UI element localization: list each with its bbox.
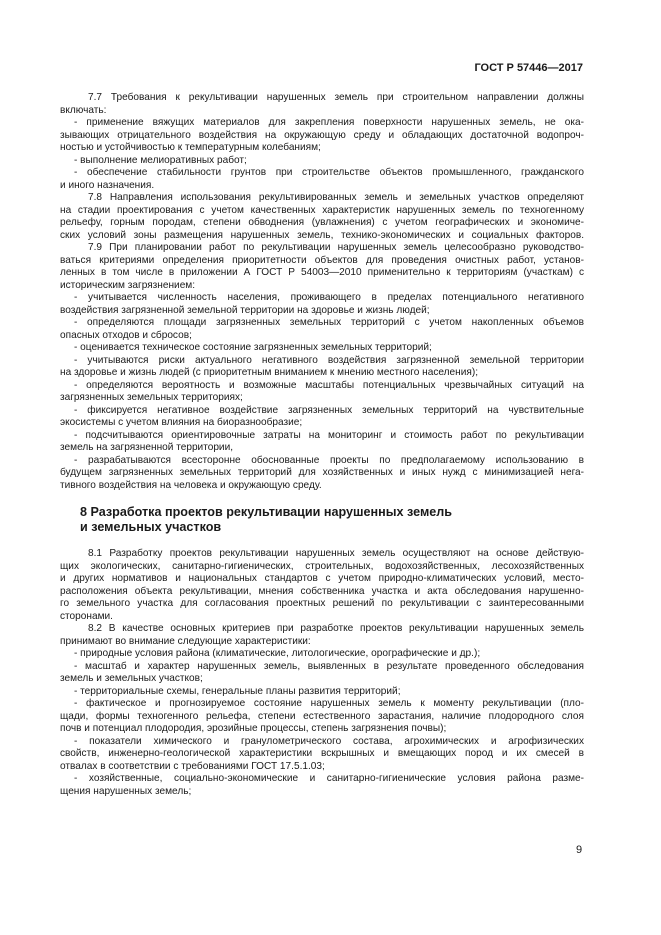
section-7-text <box>60 92 584 492</box>
text-line: - применение вяжущих материалов для закрепления поверхности нарушенных земель, не ока- <box>74 117 584 128</box>
text-line: рельефу, горным породам, степени обводнения (увлажнения) с учетом географических и экономиче- <box>60 217 584 228</box>
text-line: - определяются площади загрязненных земельных территорий с учетом накопленных объемов <box>74 317 584 328</box>
text-line: тивного воздействия на человека и окружающую среду. <box>60 479 322 491</box>
text-line: 7.8 Направления использования рекультивированных земель и земельных участков определяют <box>88 192 584 203</box>
text-line: опасных отходов и сбросов; <box>60 329 192 341</box>
text-line: земель на загрязненной территории, <box>60 442 234 453</box>
text-line: - масштаб и характер нарушенных земель, выявленных в результате проведенного обследования <box>74 660 584 672</box>
text-line: - определяются вероятность и возможные масштабы потенциальных чрезвычайных ситуаций на <box>74 379 584 391</box>
section-8-text <box>60 548 584 798</box>
text-line: - обеспечение стабильности грунтов при строительстве объектов промышленного, гражданского <box>74 167 584 178</box>
text-line: земель и земельных участков; <box>60 673 203 684</box>
text-line: - выполнение мелиоративных работ; <box>74 154 247 166</box>
text-line: экосистемы с учетом влияния на биоразнообразие; <box>60 417 303 428</box>
text-line: ваться критериями определения приоритетности объектов для проведения очистных работ, установ- <box>60 254 584 266</box>
section-8-heading <box>60 505 584 535</box>
text-line: - фактическое и прогнозируемое состояние нарушенных земель к моменту рекультивации (пло- <box>74 698 584 709</box>
text-line: - природные условия района (климатические, литологические, орографические и др.); <box>74 648 481 659</box>
text-line: - учитываются риски актуального негативного воздействия загрязненной земельной территории <box>74 354 584 366</box>
text-line: ских условий зоны размещения нарушенных земель, технико-экономических и социальных факторов. <box>60 229 584 241</box>
heading-line-1: 8 Разработка проектов рекультивации нарушенных земель <box>80 505 453 519</box>
text-line: воздействия загрязненной земельной территории на здоровье и жизнь людей; <box>60 304 430 316</box>
text-line: будущем загрязненных земельных территорий для хозяйственных и иных нужд с минимизацией нега- <box>60 467 584 478</box>
text-line: расположения объекта рекультивации, мнения собственника участка и акта обследования нарушенно- <box>60 585 584 597</box>
text-line: свойств, инженерно-геологической характеристики вскрышных и вмещающих пород и их смесей в <box>60 748 584 759</box>
text-line: почв и потенциал плодородия, эрозийные процессы, степень загрязнения почвы); <box>60 723 447 734</box>
text-line: 8.2 В качестве основных критериев при разработке проектов рекультивации нарушенных земель <box>88 623 584 634</box>
text-line: загрязненных земельных территориях; <box>60 392 243 403</box>
text-line: щих экологических, санитарно-гигиенических, строительных, водохозяйственных, лесохозяйственных <box>60 560 584 572</box>
text-line: - фиксируется негативное воздействие загрязненных земельных территорий на чувствительные <box>74 404 584 416</box>
text-line: ностью и устойчивостью к температурным колебаниям; <box>60 142 321 153</box>
text-line: на стадии проектирования с учетом качественных характеристик нарушенных земель по техногенному <box>60 204 584 216</box>
text-line: 7.7 Требования к рекультивации нарушенных земель при строительном направлении должны <box>88 92 584 103</box>
document-body <box>60 92 584 798</box>
text-line: - учитывается численность населения, проживающего в пределах потенциального негативного <box>74 292 584 303</box>
text-line: - разрабатываются всесторонне обоснованные проекты по предполагаемому использованию в <box>74 454 584 466</box>
text-line: и других нормативов и национальных стандартов с учетом природно-климатических условий, место- <box>60 573 584 584</box>
text-line: 8.1 Разработку проектов рекультивации нарушенных земель осуществляют на основе действую- <box>88 548 584 559</box>
text-line: 7.9 При планировании работ по рекультивации нарушенных земель целесообразно руководство- <box>88 242 584 253</box>
text-line: щади, формы техногенного рельефа, степени естественного зарастания, наличие плодородного слоя <box>60 710 584 722</box>
document-header: ГОСТ Р 57446—2017 <box>474 62 583 74</box>
text-line: и иного назначения. <box>60 179 155 191</box>
text-line: включать: <box>60 104 107 116</box>
text-line: зывающих отрицательного воздействия на окружающую среду и обладающих достаточной водопроч- <box>60 129 584 141</box>
text-line: отвалах в соответствии с требованиями ГОСТ 17.5.1.03; <box>60 760 325 772</box>
text-line: - территориальные схемы, генеральные планы развития территорий; <box>74 685 401 697</box>
page-number: 9 <box>576 844 583 856</box>
text-line: - подсчитываются ориентировочные затраты на мониторинг и стоимость работ по рекультивации <box>74 429 584 441</box>
text-line: сторонами. <box>60 610 113 622</box>
text-line: принимают во внимание следующие характеристики: <box>60 635 311 647</box>
heading-line-2: и земельных участков <box>80 520 222 534</box>
text-line: го земельного участка для согласования проектных решений по рекультивации с заинтересованными <box>60 598 584 609</box>
text-line: - хозяйственные, социально-экономические и санитарно-гигиенические условия района разме- <box>74 773 584 784</box>
text-line: щения нарушенных земель; <box>60 785 192 797</box>
text-line: историческим загрязнением: <box>60 279 196 291</box>
text-line: - оценивается техническое состояние загрязненных земельных территорий; <box>74 342 432 353</box>
text-line: на здоровье и жизнь людей (с приоритетным вниманием к мнению местного населения); <box>60 367 479 378</box>
text-line: ленных в том числе в приложении А ГОСТ Р 54003—2010 применительно к территориям (участкам) с <box>60 267 584 278</box>
text-line: - показатели химического и гранулометрического состава, агрохимических и агрофизических <box>74 735 584 747</box>
